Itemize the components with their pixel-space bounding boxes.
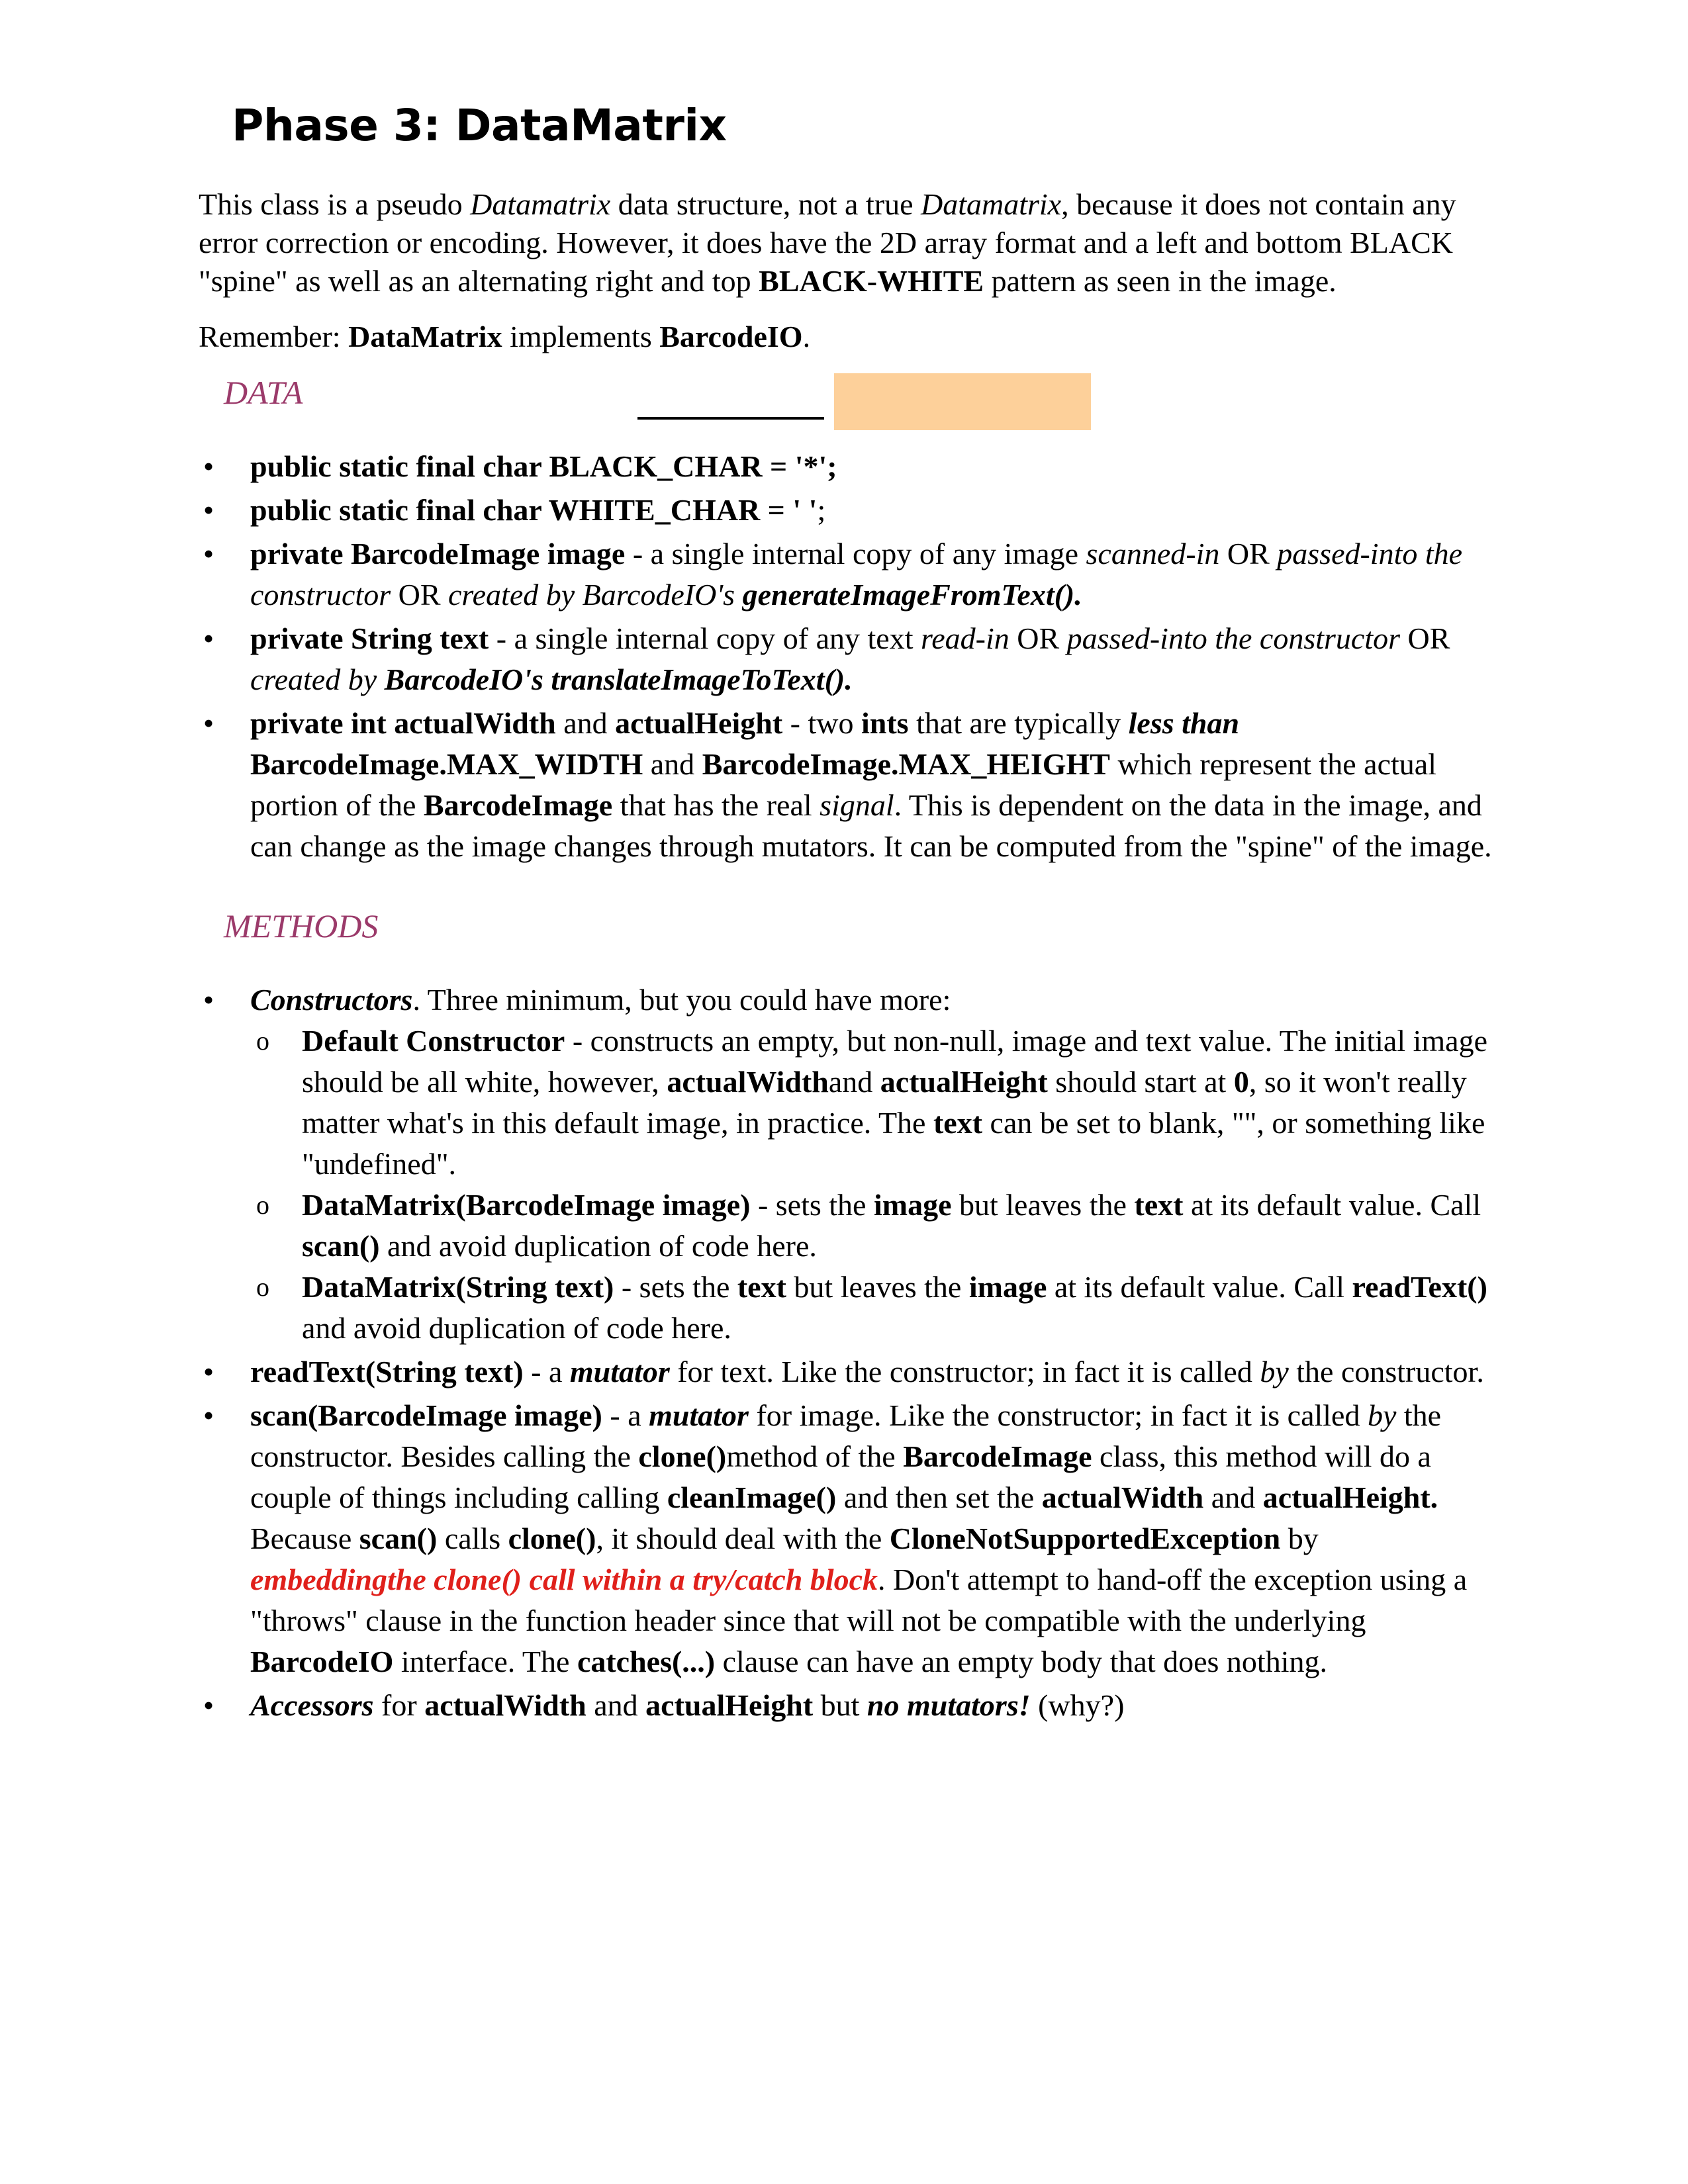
- bullet-icon: •: [203, 1355, 214, 1388]
- bullet-icon: •: [203, 537, 214, 570]
- hollow-bullet-icon: o: [256, 1026, 269, 1056]
- hollow-bullet-icon: o: [256, 1272, 269, 1302]
- remember-paragraph: Remember: DataMatrix implements BarcodeIO.: [199, 320, 811, 353]
- list-item-constructors: • Constructors. Three minimum, but you could have more: o Default Constructor - constructs an empty, but non-null, image and text value. The initial image should be all white, however, actualWidthand actualHeight should start at 0, so it won't really matter what's in this default image, in practice. The text can be set to blank, "", or something like "undefined". o DataMatrix(BarcodeImage image) - sets the image but leaves the text at its default value. Call scan() and avoid duplication of code here. o DataMatrix(String text) - sets the text but leaves the image at its default value. Call readText() and avoid duplication of code here.: [199, 979, 1496, 1349]
- bullet-icon: •: [203, 706, 214, 740]
- sublist-item-default-constructor: o Default Constructor - constructs an empty, but non-null, image and text value. The initial image should be all white, however, actualWidthand actualHeight should start at 0, so it won't really matter what's in this default image, in practice. The text can be set to blank, "", or something like "undefined".: [250, 1021, 1496, 1185]
- list-item-black-char: • public static final char BLACK_CHAR = '*';: [199, 446, 1496, 487]
- list-item-dimensions: • private int actualWidth and actualHeight - two ints that are typically less than BarcodeImage.MAX_WIDTH and BarcodeImage.MAX_HEIGHT which represent the actual portion of the BarcodeImage that has the real signal. This is dependent on the data in the image, and can change as the image changes through mutators. It can be computed from the "spine" of the image.: [199, 703, 1496, 867]
- list-item-scan: • scan(BarcodeImage image) - a mutator for image. Like the constructor; in fact it is called by the constructor. Besides calling the clone()method of the BarcodeImage class, this method will do a couple of things including calling cleanImage() and then set the actualWidth and actualHeight. Because scan() calls clone(), it should deal with the CloneNotSupportedException by embeddingthe clone() call within a try/catch block. Don't attempt to hand-off the exception using a "throws" clause in the function header since that will not be compatible with the underlying BarcodeIO interface. The catches(...) clause can have an empty body that does nothing.: [199, 1395, 1496, 1682]
- intro-paragraph: This class is a pseudo Datamatrix data structure, not a true Datamatrix, because it does not contain any error correction or encoding. However, it does have the 2D array format and a left and bottom BLACK "spine" as well as an alternating right and top BLACK-WHITE pattern as seen in the image.: [199, 187, 1456, 298]
- list-item-readtext: • readText(String text) - a mutator for text. Like the constructor; in fact it is called by the constructor.: [199, 1351, 1496, 1392]
- sublist-item-image-constructor: o DataMatrix(BarcodeImage image) - sets the image but leaves the text at its default value. Call scan() and avoid duplication of code here.: [250, 1185, 1496, 1267]
- list-item-accessors: • Accessors for actualWidth and actualHeight but no mutators! (why?): [199, 1685, 1496, 1726]
- hollow-bullet-icon: o: [256, 1190, 269, 1220]
- bullet-icon: •: [203, 621, 214, 655]
- page-title: Phase 3: DataMatrix: [232, 100, 727, 151]
- methods-heading: METHODS: [224, 907, 379, 944]
- list-item-text: • private String text - a single internal copy of any text read-in OR passed-into the constructor OR created by BarcodeIO's translateImageToText().: [199, 618, 1496, 700]
- bullet-icon: •: [203, 493, 214, 527]
- highlighted-text: embeddingthe clone() call within a try/catch block: [250, 1563, 878, 1596]
- sublist-item-string-constructor: o DataMatrix(String text) - sets the text but leaves the image at its default value. Call readText() and avoid duplication of code here.: [250, 1267, 1496, 1349]
- data-list: [199, 446, 1496, 867]
- constructors-sublist: [250, 1021, 1496, 1349]
- list-item-white-char: • public static final char WHITE_CHAR = ' ';: [199, 490, 1496, 531]
- highlight-box: [834, 373, 1091, 430]
- methods-list: [199, 979, 1496, 1726]
- bullet-icon: •: [203, 449, 214, 483]
- bullet-icon: •: [203, 1688, 214, 1722]
- document-page: [199, 99, 1496, 1729]
- data-heading: DATA: [224, 373, 1496, 420]
- list-item-image: • private BarcodeImage image - a single internal copy of any image scanned-in OR passed-into the constructor OR created by BarcodeIO's generateImageFromText().: [199, 533, 1496, 615]
- bullet-icon: •: [203, 1398, 214, 1432]
- bullet-icon: •: [203, 983, 214, 1017]
- blank-line: [637, 417, 824, 420]
